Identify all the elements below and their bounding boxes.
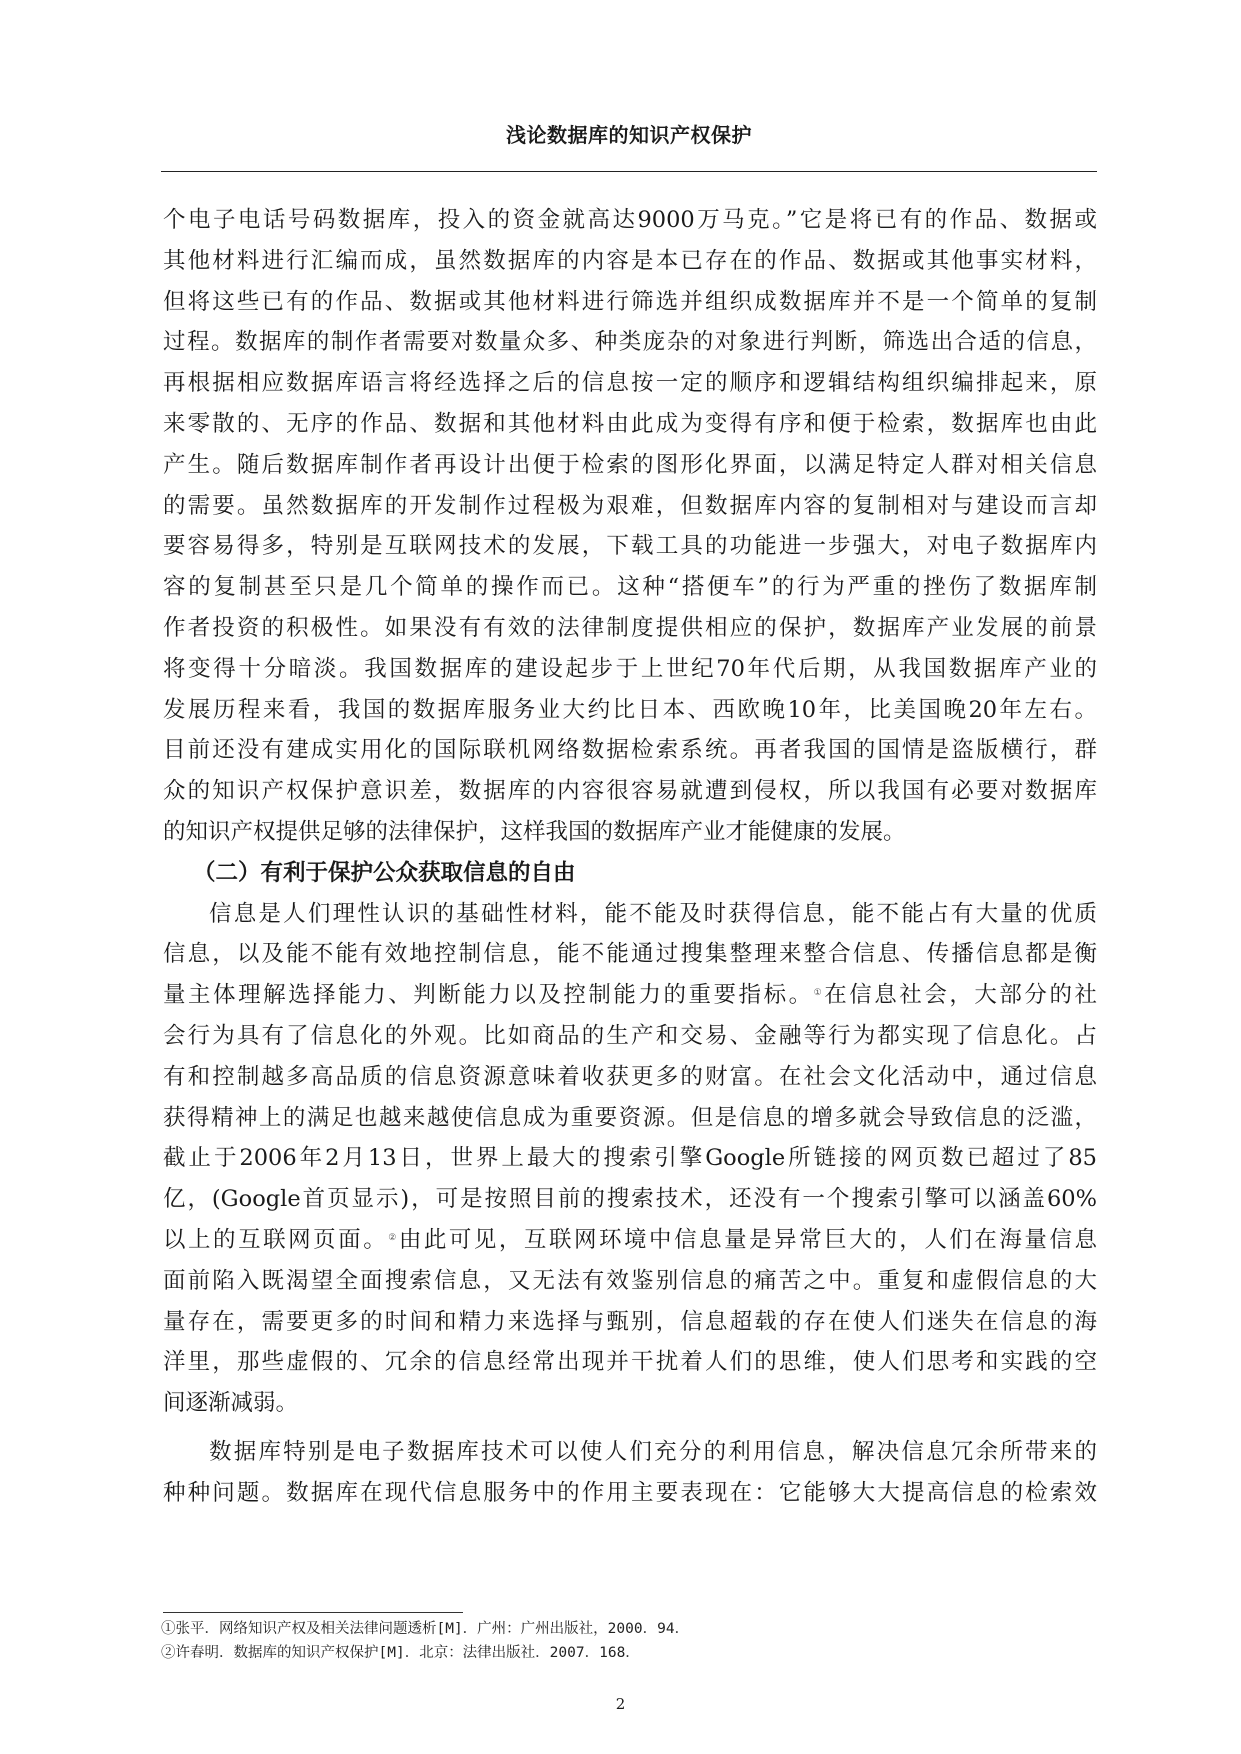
text-segment: 在信息社会，大部分的社 [824, 982, 1097, 1009]
footnote-ref-2[interactable]: ② [388, 1232, 399, 1243]
main-body [163, 200, 1097, 1514]
footnote-ref-1[interactable]: ① [813, 988, 825, 999]
footnote-separator [163, 1612, 463, 1613]
text-line: 洋里，那些虚假的、冗余的信息经常出现并干扰着人们的思维，使人们思考和实践的空 [163, 1349, 1097, 1376]
text-line: 作者投资的积极性。如果没有有效的法律制度提供相应的保护，数据库产业发展的前景 [163, 614, 1097, 641]
paragraph [163, 1432, 1097, 1514]
text-line: 数据库特别是电子数据库技术可以使人们充分的利用信息，解决信息冗余所带来的 [209, 1438, 1097, 1465]
footnote-1: ①张平．网络知识产权及相关法律问题透析[M]．广州：广州出版社，2000．94． [161, 1621, 690, 1637]
text-line: 种种问题。数据库在现代信息服务中的作用主要表现在：它能够大大提高信息的检索效 [163, 1479, 1097, 1506]
text-line: 信息，以及能不能有效地控制信息，能不能通过搜集整理来整合信息、传播信息都是衡 [163, 941, 1097, 968]
text-line: 获得精神上的满足也越来越使信息成为重要资源。但是信息的增多就会导致信息的泛滥， [163, 1104, 1097, 1131]
text-line: 会行为具有了信息化的外观。比如商品的生产和交易、金融等行为都实现了信息化。占 [163, 1022, 1097, 1049]
text-line: 个电子电话号码数据库，投入的资金就高达9000万马克。”它是将已有的作品、数据或 [163, 207, 1097, 233]
text-line: 间逐渐减弱。 [163, 1390, 299, 1417]
text-line: 过程。数据库的制作者需要对数量众多、种类庞杂的对象进行判断，筛选出合适的信息， [163, 329, 1097, 356]
text-line: 面前陷入既渴望全面搜索信息，又无法有效鉴别信息的痛苦之中。重复和虚假信息的大 [163, 1267, 1097, 1294]
text-line: 再根据相应数据库语言将经选择之后的信息按一定的顺序和逻辑结构组织编排起来，原 [163, 370, 1097, 397]
text-line: 众的知识产权保护意识差，数据库的内容很容易就遭到侵权，所以我国有必要对数据库 [163, 778, 1097, 805]
paragraph [163, 894, 1097, 1424]
text-line: 要容易得多，特别是互联网技术的发展，下载工具的功能进一步强大，对电子数据库内 [163, 533, 1097, 560]
text-line: 的知识产权提供足够的法律保护，这样我国的数据库产业才能健康的发展。 [163, 818, 906, 845]
text-segment: 以上的互联网页面。 [163, 1226, 389, 1253]
text-line: 其他材料进行汇编而成，虽然数据库的内容是本已存在的作品、数据或其他事实材料， [163, 247, 1097, 274]
footnotes [161, 1617, 1095, 1665]
text-line [163, 975, 1097, 1016]
text-segment: 由此可见，互联网环境中信息量是异常巨大的，人们在海量信息 [398, 1226, 1097, 1253]
text-segment: 量主体理解选择能力、判断能力以及控制能力的重要指标。 [163, 982, 814, 1009]
text-line: 信息是人们理性认识的基础性材料，能不能及时获得信息，能不能占有大量的优质 [209, 900, 1097, 927]
text-line: 产生。随后数据库制作者再设计出便于检索的图形化界面，以满足特定人群对相关信息 [163, 451, 1097, 478]
text-line: 截止于2006年2月13日，世界上最大的搜索引擎Google所链接的网页数已超过了85 [163, 1145, 1097, 1172]
footnote-2: ②许春明．数据库的知识产权保护[M]．北京：法律出版社．2007．168． [161, 1645, 640, 1661]
running-header [161, 116, 1097, 172]
text-line: 量存在，需要更多的时间和精力来选择与甄别，信息超载的存在使人们迷失在信息的海 [163, 1308, 1097, 1335]
text-line: 目前还没有建成实用化的国际联机网络数据检索系统。再者我国的国情是盗版横行，群 [163, 737, 1097, 764]
text-line: 的需要。虽然数据库的开发制作过程极为艰难，但数据库内容的复制相对与建设而言却 [163, 492, 1097, 519]
running-header-title: 浅论数据库的知识产权保护 [506, 123, 752, 147]
section-heading: （二）有利于保护公众获取信息的自由 [193, 859, 576, 886]
text-line: 但将这些已有的作品、数据或其他材料进行筛选并组织成数据库并不是一个简单的复制 [163, 288, 1097, 315]
text-line: 有和控制越多高品质的信息资源意味着收获更多的财富。在社会文化活动中，通过信息 [163, 1063, 1097, 1090]
page-number: 2 [615, 1695, 626, 1713]
text-line [163, 1220, 1097, 1261]
paragraph-continued [163, 200, 1097, 853]
text-line: 将变得十分暗淡。我国数据库的建设起步于上世纪70年代后期，从我国数据库产业的 [163, 655, 1097, 682]
paragraph-spacer [163, 1424, 1097, 1432]
text-line: 来零散的、无序的作品、数据和其他材料由此成为变得有序和便于检索，数据库也由此 [163, 410, 1097, 437]
text-line: 发展历程来看，我国的数据库服务业大约比日本、西欧晚10年，比美国晚20年左右。 [163, 696, 1097, 723]
text-line: 亿，(Google首页显示)，可是按照目前的搜索技术，还没有一个搜索引擎可以涵盖60% [163, 1186, 1097, 1213]
text-line: 容的复制甚至只是几个简单的操作而已。这种“搭便车”的行为严重的挫伤了数据库制 [163, 574, 1097, 601]
